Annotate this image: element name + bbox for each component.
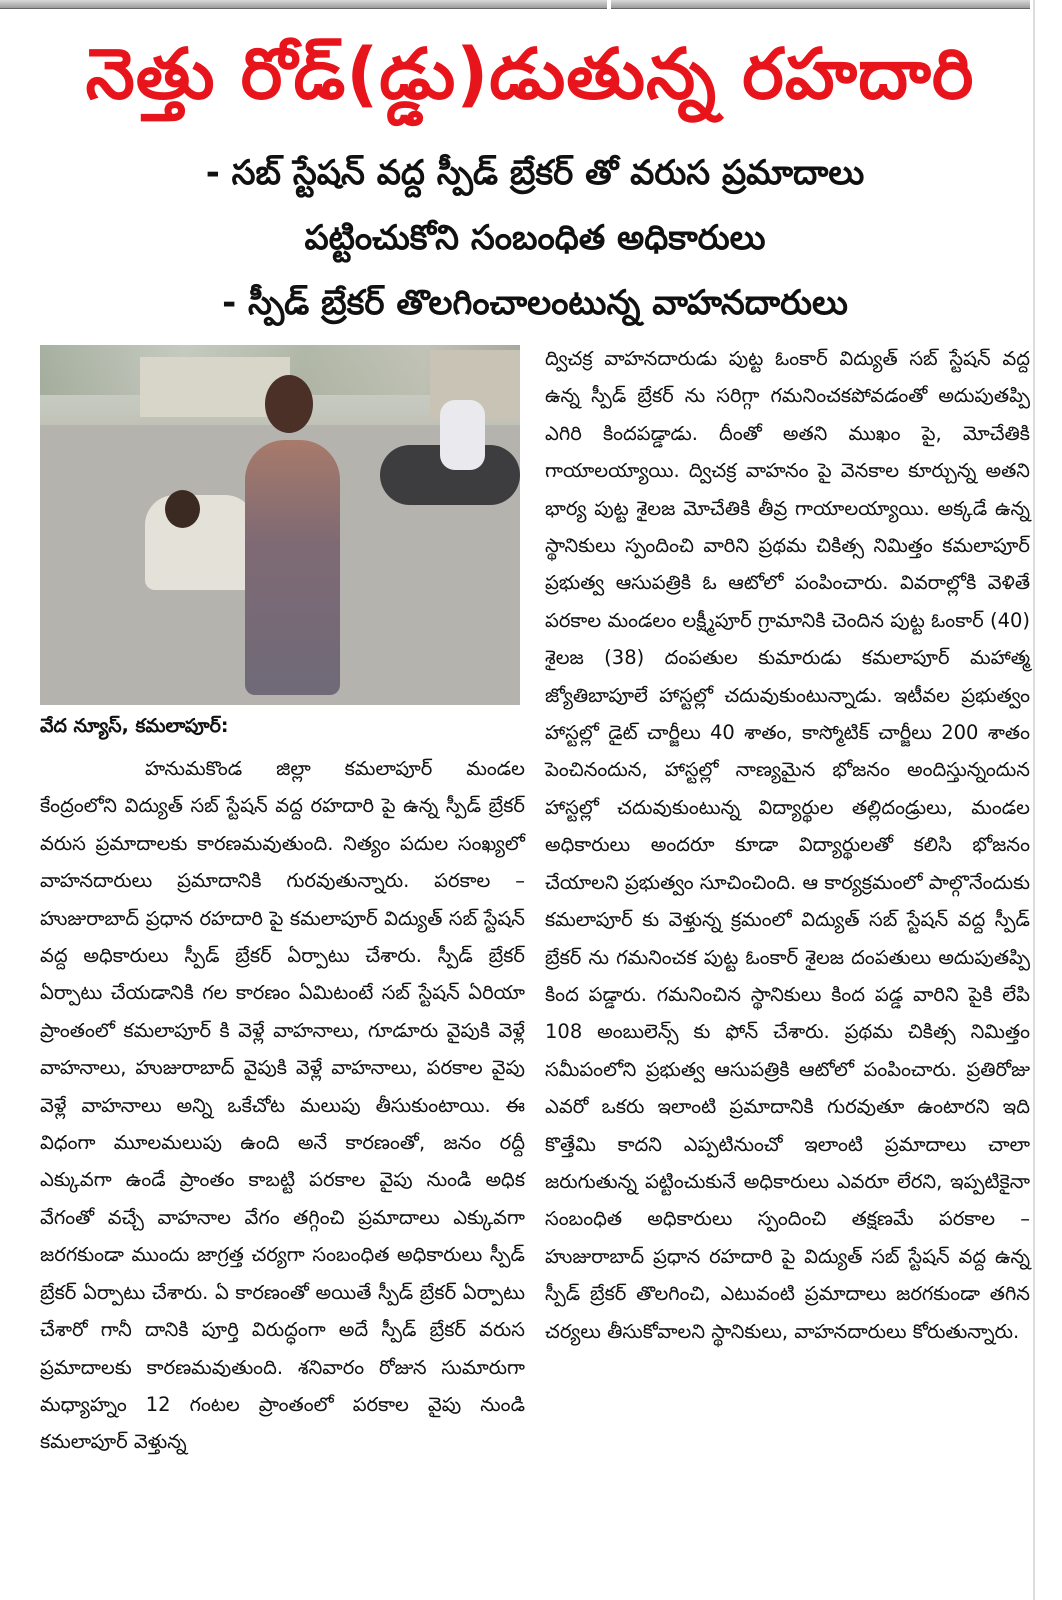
top-rule-gap xyxy=(607,0,611,9)
photo-rider xyxy=(440,400,485,470)
subhead-2: పట్టించుకోని సంబంధిత అధికారులు xyxy=(304,218,766,258)
top-rule xyxy=(0,0,1030,9)
photo-woman-head xyxy=(265,375,313,433)
subhead-1: - సబ్ స్టేషన్ వద్ద స్పీడ్ బ్రేకర్ తో వరుస ప్రమాదాలు xyxy=(205,153,865,193)
article-column-left xyxy=(40,750,525,1461)
subhead-3: - స్పీడ్ బ్రేకర్ తొలగించాలంటున్న వాహనదారులు xyxy=(222,283,848,323)
headline: నెత్తు రోడ్(డ్డు)డుతున్న రహదారి xyxy=(85,33,975,115)
article-column-right xyxy=(545,340,1030,1350)
article-text-right: ద్విచక్ర వాహనదారుడు పుట్ట ఓంకార్ విద్యుత్ సబ్ స్టేషన్ వద్ద ఉన్న స్పీడ్ బ్రేకర్ ను సరిగ్గా గమనించకపోవడంతో అదుపుతప్పి ఎగిరి కిందపడ్డాడు. దీంతో అతని ముఖం పై, మోచేతికి గాయాలయ్యాయి. ద్విచక్ర వాహనం పై వెనకాల కూర్చున్న అతని భార్య పుట్ట శైలజ మోచేతికి తీవ్ర గాయాలయ్యాయి. అక్కడే ఉన్న స్థానికులు స్పందించి వారిని ప్రథమ చికిత్స నిమిత్తం కమలాపూర్ ప్రభుత్వ ఆసుపత్రికి ఓ ఆటోలో పంపించారు. వివరాల్లోకి వెళితే పరకాల మండలం లక్ష్మీపూర్ గ్రామానికి చెందిన పుట్ట ఓంకార్ (40) శైలజ (38) దంపతుల కుమారుడు కమలాపూర్ మహాత్మ జ్యోతిబాపూలే హాస్టల్లో చదువుకుంటున్నాడు. ఇటీవల ప్రభుత్వం హాస్టల్లో డైట్ చార్జీలు 40 శాతం, కాస్మోటిక్ చార్జీలు 200 శాతం పెంచినందున, హాస్టల్లో నాణ్యమైన భోజనం అందిస్తున్నందున హాస్టల్లో చదువుకుంటున్న విద్యార్థుల తల్లిదండ్రులు, మండల అధికారులు అందరూ కూడా విద్యార్థులతో కలిసి భోజనం చేయాలని ప్రభుత్వం సూచించింది. ఆ కార్యక్రమంలో పాల్గొనేందుకు కమలాపూర్ కు వెళ్తున్న క్రమంలో విద్యుత్ సబ్ స్టేషన్ వద్ద స్పీడ్ బ్రేకర్ ను గమనించక పుట్ట ఓంకార్ శైలజ దంపతులు అదుపుతప్పి కింద పడ్డారు. గమనించిన స్థానికులు కింద పడ్డ వారిని పైకి లేపి 108 అంబులెన్స్ కు ఫోన్ చేశారు. ప్రథమ చికిత్స నిమిత్తం సమీపంలోని ప్రభుత్వ ఆసుపత్రికి ఆటోలో పంపించారు. ప్రతిరోజు ఎవరో ఒకరు ఇలాంటి ప్రమాదానికి గురవుతూ ఉంటారని ఇది కొత్తేమి కాదని ఎప్పటినుంచో ఇలాంటి ప్రమాదాలు చాలా జరుగుతున్న పట్టించుకునే అధికారులు ఎవరూ లేరని, ఇప్పటికైనా సంబంధిత అధికారులు స్పందించి తక్షణమే పరకాల – హుజురాబాద్ ప్రధాన రహదారి పై విద్యుత్ సబ్ స్టేషన్ వద్ద ఉన్న స్పీడ్ బ్రేకర్ తొలగించి, ఎటువంటి ప్రమాదాలు జరగకుండా తగిన చర్యలు తీసుకోవాలని స్థానికులు, వాహనదారులు కోరుతున్నారు. xyxy=(545,347,1030,1343)
article-text-left: హనుమకొండ జిల్లా కమలాపూర్ మండల కేంద్రంలోని విద్యుత్ సబ్ స్టేషన్ వద్ద రహదారి పై ఉన్న స్పీడ్ బ్రేకర్ వరుస ప్రమాదాలకు కారణమవుతుంది. నిత్యం పదుల సంఖ్యలో వాహనదారులు ప్రమాదానికి గురవుతున్నారు. పరకాల – హుజురాబాద్ ప్రధాన రహదారి పై కమలాపూర్ విద్యుత్ సబ్ స్టేషన్ వద్ద అధికారులు స్పీడ్ బ్రేకర్ ఏర్పాటు చేశారు. స్పీడ్ బ్రేకర్ ఏర్పాటు చేయడానికి గల కారణం ఏమిటంటే సబ్ స్టేషన్ ఏరియా ప్రాంతంలో కమలాపూర్ కి వెళ్లే వాహనాలు, గూడూరు వైపుకి వెళ్లే వాహనాలు, హుజురాబాద్ వైపుకి వెళ్లే వాహనాలు, పరకాల వైపు వెళ్లే వాహనాలు అన్ని ఒకేచోట మలుపు తీసుకుంటాయి. ఈ విధంగా మూలమలుపు ఉంది అనే కారణంతో, జనం రద్దీ ఎక్కువగా ఉండే ప్రాంతం కాబట్టి పరకాల వైపు నుండి అధిక వేగంతో వచ్చే వాహనాల వేగం తగ్గించి ప్రమాదాలు ఎక్కువగా జరగకుండా ముందు జాగ్రత్త చర్యగా సంబంధిత అధికారులు స్పీడ్ బ్రేకర్ ఏర్పాటు చేశారు. ఏ కారణంతో అయితే స్పీడ్ బ్రేకర్ ఏర్పాటు చేశారో గానీ దానికి పూర్తి విరుద్ధంగా అదే స్పీడ్ బ్రేకర్ వరుస ప్రమాదాలకు కారణమవుతుంది. శనివారం రోజున సుమారుగా మధ్యాహ్నం 12 గంటల ప్రాంతంలో పరకాల వైపు నుండి కమలాపూర్ వెళ్తున్న xyxy=(40,757,525,1454)
page-edge-line xyxy=(1033,0,1035,1600)
photo-injured-man xyxy=(145,495,255,590)
news-photo xyxy=(40,345,520,705)
dateline: వేద న్యూస్, కమలాపూర్: xyxy=(40,715,229,737)
photo-man-head xyxy=(165,490,200,528)
photo-woman xyxy=(245,440,340,695)
